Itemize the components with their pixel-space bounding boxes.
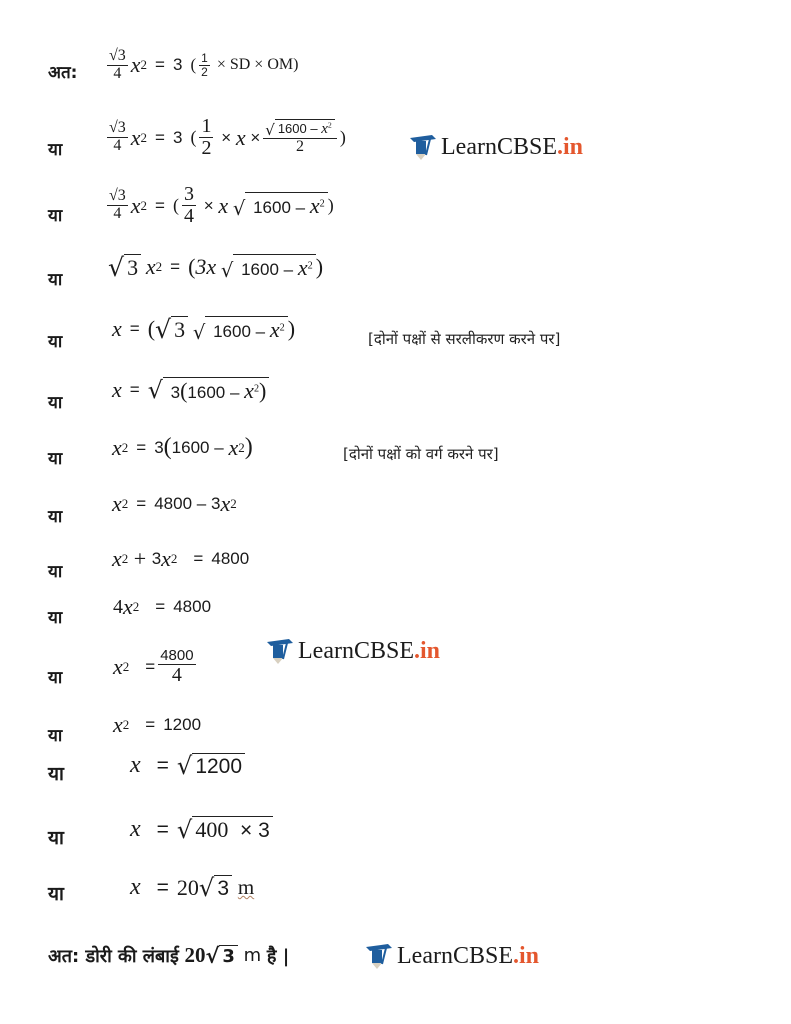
watermark-logo: LearnCBSE .in [408, 133, 583, 161]
watermark-logo: LearnCBSE .in [364, 942, 539, 970]
fraction-root3-over-4: $\frac{√3}{4}$ [109, 47, 126, 82]
graduation-cap-pencil-icon [408, 133, 438, 161]
equation-7: x 2 = 3 ( 1600 – x 2 ) [112, 434, 253, 460]
step-note: [दोनों पक्षों को वर्ग करने पर] [343, 445, 499, 463]
watermark-logo: LearnCBSE .in [265, 637, 440, 665]
graduation-cap-pencil-icon [364, 942, 394, 970]
equation-5: x = ( √ 3 √ $1600 - x^2$ ) [112, 314, 296, 344]
prefix-or: या [48, 668, 63, 688]
equation-15: x = 20 √ 3 m [130, 873, 255, 902]
equation-6: x = √ $3(1600 - x^2)$ [112, 377, 269, 403]
step-note: [दोनों पक्षों से सरलीकरण करने पर] [368, 330, 561, 348]
prefix-or: या [48, 883, 64, 905]
equation-4: √ 3 x 2 = ( 3x √ $1600 - x^2$ ) [108, 252, 324, 282]
prefix-or: या [48, 763, 64, 785]
conclusion: अत: डोरी की लंबाई 20 √ 3 m है | [48, 943, 290, 968]
prefix-therefore: अत: [48, 63, 78, 83]
equation-14: x = √ 400 × 3 [130, 816, 273, 843]
prefix-or: या [48, 393, 63, 413]
equation-9: x 2 + 3 x 2 = 4800 [112, 546, 250, 571]
equation-8: x 2 = 4800 – 3 x 2 [112, 491, 237, 516]
prefix-or: या [48, 270, 63, 290]
equation-11: x 2 = $\frac{4800}{4}$ [113, 647, 194, 686]
fraction-half: $\frac{1}{2}$ [201, 51, 208, 79]
prefix-or: या [48, 827, 64, 849]
equation-10: 4 x 2 = 4800 [113, 594, 212, 619]
prefix-or: या [48, 449, 63, 469]
graduation-cap-pencil-icon [265, 637, 295, 665]
equation-3: $\frac{√3}{4}$ x 2 = ( $\frac{3}{4}$ × x √ $1600 - x^2$ ) [109, 183, 334, 227]
equation-2: $\frac{√3}{4}$ x 2 = 3 ( $\frac{1}{2}$ × x × √ $1600 - x^2$ 2 ) [109, 115, 346, 159]
prefix-or: या [48, 507, 63, 527]
prefix-or: या [48, 726, 63, 746]
prefix-or: या [48, 140, 63, 160]
prefix-or: या [48, 608, 63, 628]
equation-1: $\frac{√3}{4}$ x 2 = 3 ( $\frac{1}{2}$ × SD × OM) [109, 47, 299, 82]
equation-13: x = √ 1200 [130, 752, 245, 779]
equation-12: x 2 = 1200 [113, 712, 202, 737]
prefix-or: या [48, 206, 63, 226]
prefix-or: या [48, 562, 63, 582]
prefix-or: या [48, 332, 63, 352]
